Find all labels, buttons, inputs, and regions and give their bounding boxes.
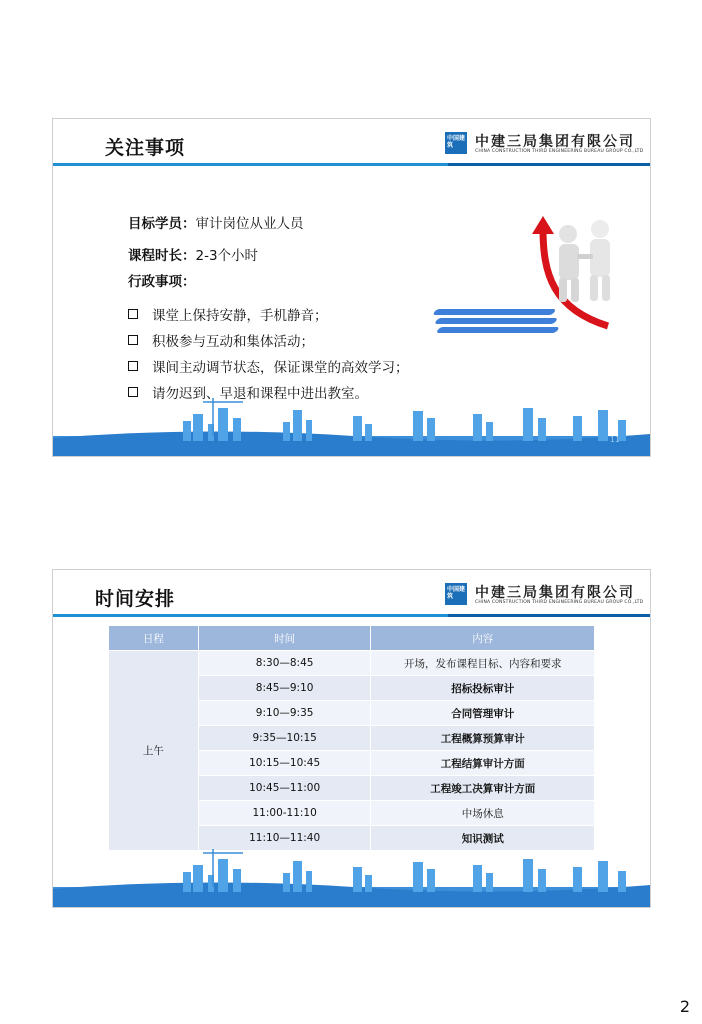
content-cell: 工程竣工决算审计方面 [371, 776, 595, 801]
checkbox-square-icon [128, 361, 138, 371]
city-skyline-decoration [53, 396, 650, 456]
slide-schedule [52, 569, 651, 908]
list-item: 课堂上保持安静，手机静音； [128, 306, 328, 326]
time-cell: 9:10—9:35 [198, 701, 371, 726]
logo-icon: 中国建筑 [445, 132, 467, 154]
time-cell: 10:15—10:45 [198, 751, 371, 776]
day-cell: 上午 [109, 651, 199, 851]
slide-title: 关注事项 [105, 137, 186, 159]
logo-icon: 中国建筑 [445, 583, 467, 605]
duration-row: 课程时长：2-3个小时 [128, 248, 259, 264]
company-logo [445, 583, 644, 609]
title-divider-accent [448, 163, 650, 166]
column-header: 时间 [198, 626, 371, 651]
time-cell: 9:35—10:15 [198, 726, 371, 751]
content-cell: 工程结算审计方面 [371, 751, 595, 776]
time-cell: 8:45—9:10 [198, 676, 371, 701]
time-cell: 11:00-11:10 [198, 801, 371, 826]
title-divider-accent [448, 614, 650, 617]
content-cell: 合同管理审计 [371, 701, 595, 726]
slide-number: 11 [609, 435, 620, 444]
content-cell: 开场，发布课程目标、内容和要求 [371, 651, 595, 676]
time-cell: 8:30—8:45 [198, 651, 371, 676]
column-header: 日程 [109, 626, 199, 651]
company-name-cn: 中建三局集团有限公司 [475, 585, 635, 601]
city-skyline-decoration [53, 847, 650, 907]
table-row [109, 651, 595, 676]
schedule-table [108, 625, 595, 851]
target-row: 目标学员：审计岗位从业人员 [128, 216, 304, 232]
list-item: 课间主动调节状态，保证课堂的高效学习； [128, 358, 409, 378]
content-cell: 工程概算预算审计 [371, 726, 595, 751]
checkbox-square-icon [128, 335, 138, 345]
admin-label: 行政事项： [128, 274, 196, 290]
table-header-row [109, 626, 595, 651]
time-cell: 10:45—11:00 [198, 776, 371, 801]
slide-title: 时间安排 [95, 588, 176, 610]
company-name-en: CHINA CONSTRUCTION THIRD ENGINEERING BUREAU GROUP CO.,LTD [475, 600, 644, 605]
content-cell: 招标投标审计 [371, 676, 595, 701]
list-item: 积极参与互动和集体活动； [128, 332, 314, 352]
content-cell: 知识测试 [371, 826, 595, 851]
page-number: 2 [679, 997, 690, 1016]
list-item: 请勿迟到、早退和课程中进出教室。 [128, 384, 368, 404]
company-logo [445, 132, 644, 158]
column-header: 内容 [371, 626, 595, 651]
checkbox-square-icon [128, 309, 138, 319]
company-name-en: CHINA CONSTRUCTION THIRD ENGINEERING BUREAU GROUP CO.,LTD [475, 149, 644, 154]
slide-attention [52, 118, 651, 457]
time-cell: 11:10—11:40 [198, 826, 371, 851]
company-name-cn: 中建三局集团有限公司 [475, 134, 635, 150]
growth-handshake-illustration [393, 214, 633, 349]
content-cell: 中场休息 [371, 801, 595, 826]
